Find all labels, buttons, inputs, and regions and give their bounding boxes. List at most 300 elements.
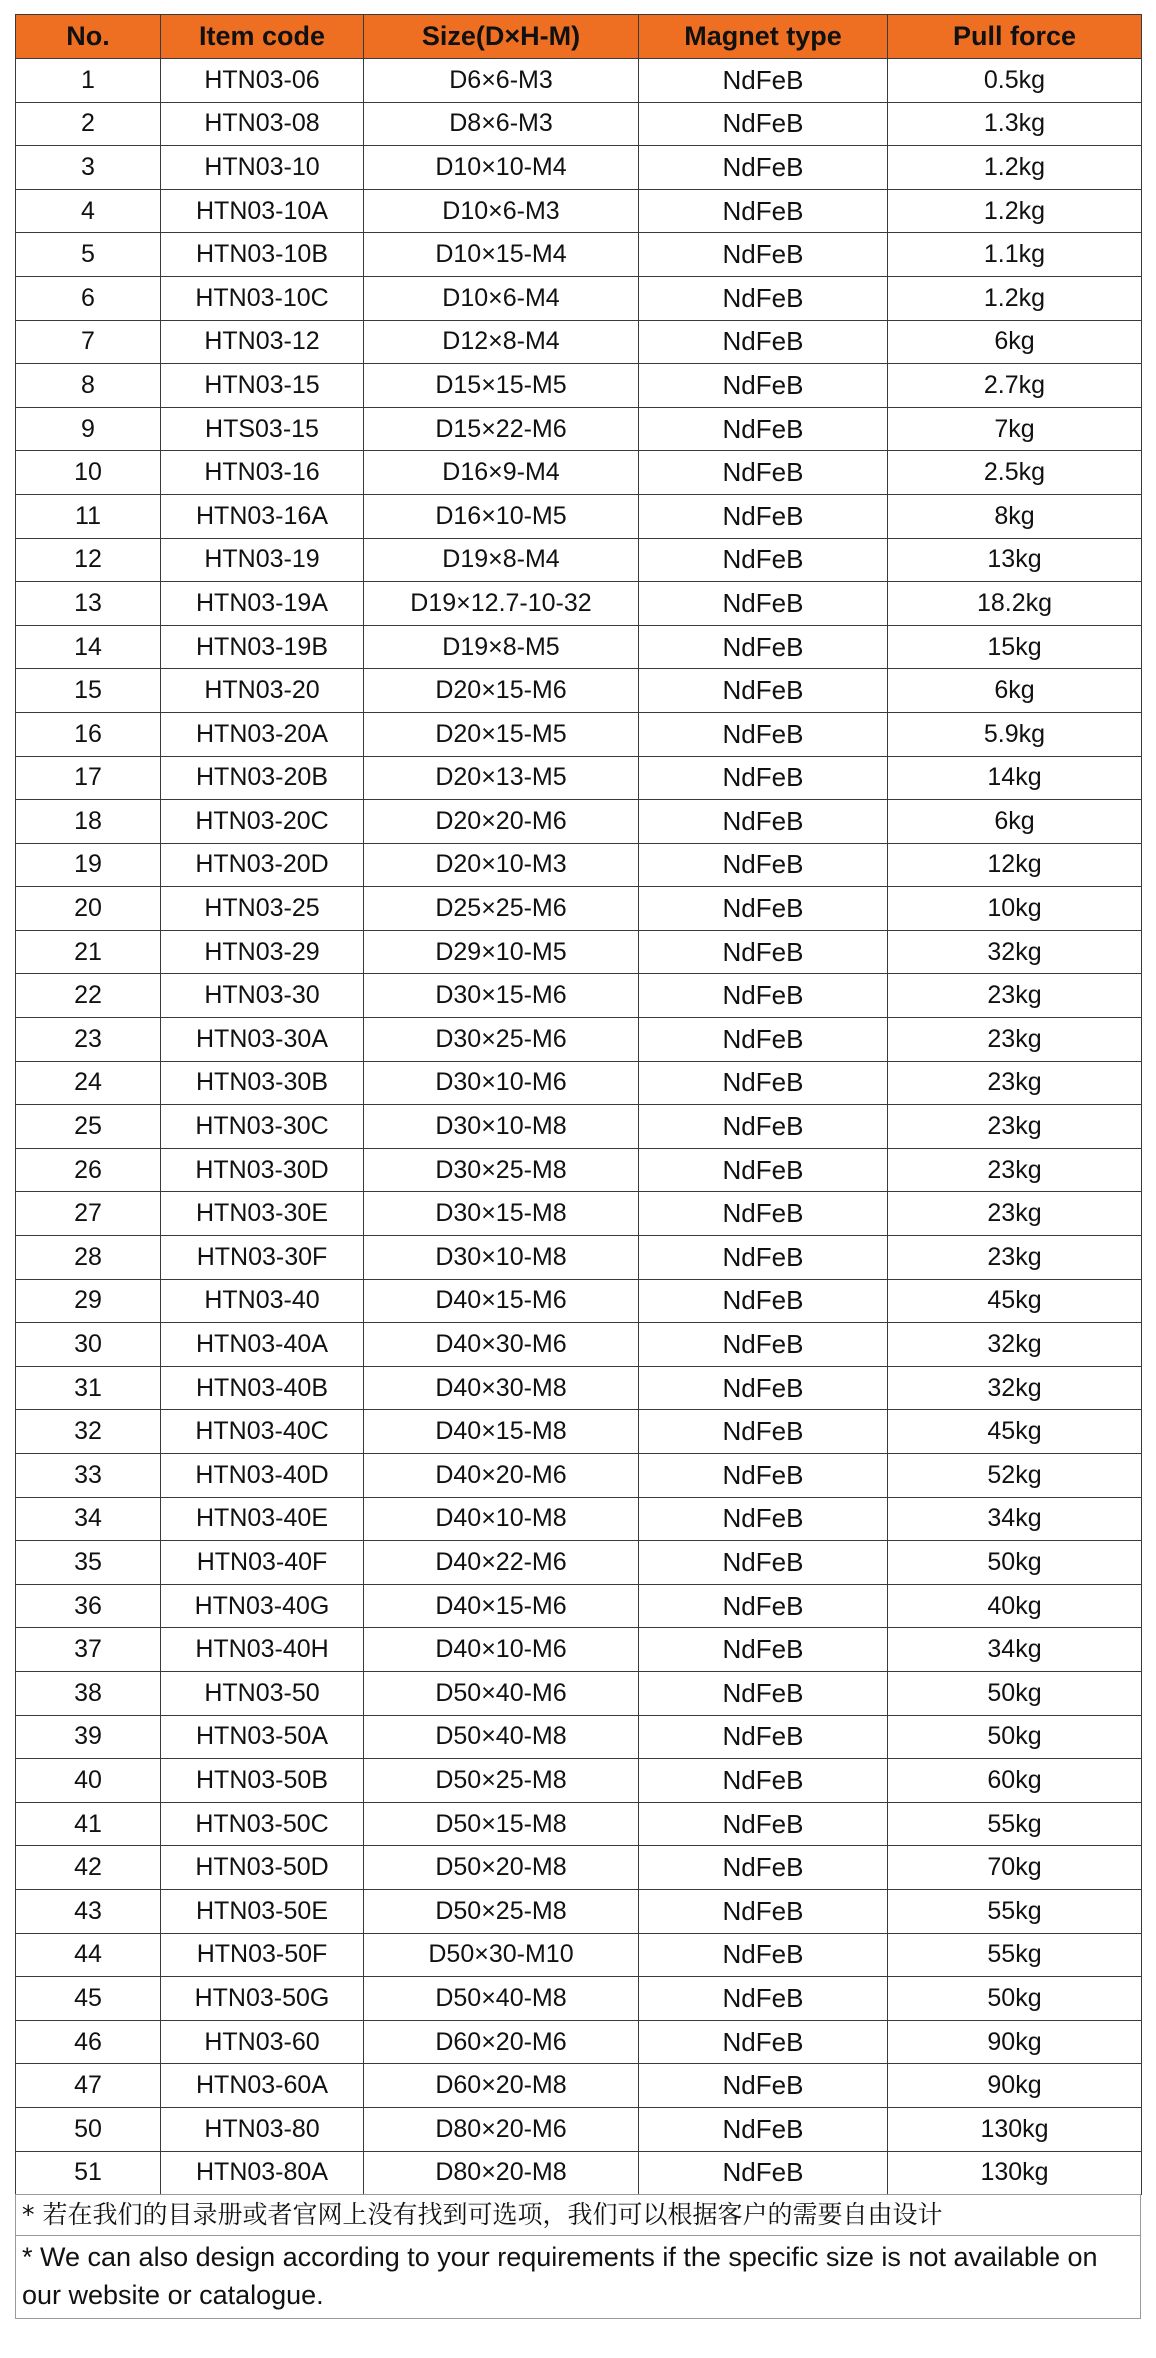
table-body — [16, 59, 1142, 2195]
cell-magnet-type: NdFeB — [639, 451, 888, 495]
cell-pull-force: 32kg — [888, 1366, 1142, 1410]
table-row — [16, 1148, 1142, 1192]
cell-magnet-type: NdFeB — [639, 1584, 888, 1628]
cell-size: D19×8-M5 — [364, 625, 639, 669]
cell-size: D50×15-M8 — [364, 1802, 639, 1846]
cell-no: 36 — [16, 1584, 161, 1628]
cell-size: D50×25-M8 — [364, 1889, 639, 1933]
cell-pull-force: 2.5kg — [888, 451, 1142, 495]
cell-item-code: HTN03-50C — [161, 1802, 364, 1846]
cell-size: D80×20-M6 — [364, 2107, 639, 2151]
cell-magnet-type: NdFeB — [639, 2151, 888, 2195]
cell-magnet-type: NdFeB — [639, 1323, 888, 1367]
cell-size: D25×25-M6 — [364, 887, 639, 931]
cell-no: 33 — [16, 1454, 161, 1498]
cell-item-code: HTN03-30A — [161, 1018, 364, 1062]
cell-size: D40×22-M6 — [364, 1541, 639, 1585]
table-row — [16, 494, 1142, 538]
table-row — [16, 146, 1142, 190]
cell-pull-force: 32kg — [888, 930, 1142, 974]
cell-item-code: HTN03-06 — [161, 59, 364, 103]
cell-pull-force: 52kg — [888, 1454, 1142, 1498]
cell-no: 45 — [16, 1977, 161, 2021]
cell-size: D40×10-M8 — [364, 1497, 639, 1541]
cell-size: D30×10-M6 — [364, 1061, 639, 1105]
cell-pull-force: 1.1kg — [888, 233, 1142, 277]
cell-magnet-type: NdFeB — [639, 2064, 888, 2108]
cell-magnet-type: NdFeB — [639, 712, 888, 756]
note-chinese: * 若在我们的目录册或者官网上没有找到可选项，我们可以根据客户的需要自由设计 — [16, 2195, 1141, 2236]
cell-magnet-type: NdFeB — [639, 1192, 888, 1236]
cell-size: D30×25-M8 — [364, 1148, 639, 1192]
header-no: No. — [16, 15, 161, 59]
table-row — [16, 1323, 1142, 1367]
cell-pull-force: 7kg — [888, 407, 1142, 451]
cell-size: D29×10-M5 — [364, 930, 639, 974]
cell-magnet-type: NdFeB — [639, 1933, 888, 1977]
cell-no: 4 — [16, 189, 161, 233]
table-row — [16, 887, 1142, 931]
cell-item-code: HTN03-20D — [161, 843, 364, 887]
cell-pull-force: 23kg — [888, 1192, 1142, 1236]
cell-pull-force: 5.9kg — [888, 712, 1142, 756]
cell-magnet-type: NdFeB — [639, 1671, 888, 1715]
cell-no: 22 — [16, 974, 161, 1018]
table-row — [16, 407, 1142, 451]
cell-item-code: HTN03-30B — [161, 1061, 364, 1105]
cell-pull-force: 50kg — [888, 1541, 1142, 1585]
cell-pull-force: 1.3kg — [888, 102, 1142, 146]
table-row — [16, 1454, 1142, 1498]
cell-magnet-type: NdFeB — [639, 1454, 888, 1498]
cell-item-code: HTN03-20 — [161, 669, 364, 713]
cell-size: D40×30-M8 — [364, 1366, 639, 1410]
cell-magnet-type: NdFeB — [639, 800, 888, 844]
cell-item-code: HTN03-40 — [161, 1279, 364, 1323]
cell-no: 27 — [16, 1192, 161, 1236]
table-row — [16, 712, 1142, 756]
cell-pull-force: 6kg — [888, 669, 1142, 713]
cell-size: D16×10-M5 — [364, 494, 639, 538]
cell-size: D10×6-M3 — [364, 189, 639, 233]
cell-item-code: HTN03-40B — [161, 1366, 364, 1410]
cell-magnet-type: NdFeB — [639, 1148, 888, 1192]
cell-magnet-type: NdFeB — [639, 843, 888, 887]
cell-size: D20×13-M5 — [364, 756, 639, 800]
cell-no: 8 — [16, 364, 161, 408]
cell-magnet-type: NdFeB — [639, 756, 888, 800]
table-row — [16, 451, 1142, 495]
table-row — [16, 1715, 1142, 1759]
cell-item-code: HTN03-40G — [161, 1584, 364, 1628]
cell-magnet-type: NdFeB — [639, 669, 888, 713]
cell-pull-force: 23kg — [888, 1061, 1142, 1105]
table-row — [16, 102, 1142, 146]
cell-no: 34 — [16, 1497, 161, 1541]
cell-no: 46 — [16, 2020, 161, 2064]
cell-item-code: HTN03-50G — [161, 1977, 364, 2021]
cell-size: D50×40-M6 — [364, 1671, 639, 1715]
cell-magnet-type: NdFeB — [639, 1889, 888, 1933]
cell-magnet-type: NdFeB — [639, 320, 888, 364]
cell-size: D50×20-M8 — [364, 1846, 639, 1890]
header-size: Size(D×H-M) — [364, 15, 639, 59]
cell-magnet-type: NdFeB — [639, 1061, 888, 1105]
cell-no: 37 — [16, 1628, 161, 1672]
cell-pull-force: 55kg — [888, 1933, 1142, 1977]
cell-item-code: HTN03-10B — [161, 233, 364, 277]
cell-no: 28 — [16, 1236, 161, 1280]
cell-item-code: HTN03-19B — [161, 625, 364, 669]
header-magnet-type: Magnet type — [639, 15, 888, 59]
cell-item-code: HTN03-20A — [161, 712, 364, 756]
cell-pull-force: 1.2kg — [888, 146, 1142, 190]
cell-no: 32 — [16, 1410, 161, 1454]
cell-no: 42 — [16, 1846, 161, 1890]
cell-size: D40×15-M6 — [364, 1584, 639, 1628]
cell-no: 17 — [16, 756, 161, 800]
cell-magnet-type: NdFeB — [639, 276, 888, 320]
cell-magnet-type: NdFeB — [639, 1715, 888, 1759]
table-row — [16, 930, 1142, 974]
cell-pull-force: 130kg — [888, 2107, 1142, 2151]
cell-item-code: HTN03-20B — [161, 756, 364, 800]
cell-item-code: HTN03-20C — [161, 800, 364, 844]
cell-size: D12×8-M4 — [364, 320, 639, 364]
cell-size: D30×10-M8 — [364, 1105, 639, 1149]
cell-magnet-type: NdFeB — [639, 1018, 888, 1062]
cell-no: 12 — [16, 538, 161, 582]
cell-size: D30×25-M6 — [364, 1018, 639, 1062]
cell-pull-force: 6kg — [888, 320, 1142, 364]
table-row — [16, 1541, 1142, 1585]
table-row — [16, 1018, 1142, 1062]
cell-magnet-type: NdFeB — [639, 538, 888, 582]
cell-item-code: HTN03-10C — [161, 276, 364, 320]
cell-item-code: HTN03-15 — [161, 364, 364, 408]
cell-no: 50 — [16, 2107, 161, 2151]
cell-size: D16×9-M4 — [364, 451, 639, 495]
cell-size: D40×10-M6 — [364, 1628, 639, 1672]
cell-magnet-type: NdFeB — [639, 1279, 888, 1323]
cell-no: 41 — [16, 1802, 161, 1846]
cell-pull-force: 34kg — [888, 1628, 1142, 1672]
cell-size: D30×10-M8 — [364, 1236, 639, 1280]
cell-pull-force: 50kg — [888, 1977, 1142, 2021]
cell-no: 20 — [16, 887, 161, 931]
cell-magnet-type: NdFeB — [639, 102, 888, 146]
cell-pull-force: 2.7kg — [888, 364, 1142, 408]
cell-size: D50×30-M10 — [364, 1933, 639, 1977]
cell-no: 31 — [16, 1366, 161, 1410]
table-row — [16, 1366, 1142, 1410]
cell-pull-force: 45kg — [888, 1279, 1142, 1323]
cell-no: 21 — [16, 930, 161, 974]
cell-item-code: HTN03-16A — [161, 494, 364, 538]
cell-item-code: HTN03-60 — [161, 2020, 364, 2064]
cell-item-code: HTN03-50A — [161, 1715, 364, 1759]
cell-pull-force: 13kg — [888, 538, 1142, 582]
cell-pull-force: 23kg — [888, 974, 1142, 1018]
cell-item-code: HTN03-12 — [161, 320, 364, 364]
cell-item-code: HTN03-40C — [161, 1410, 364, 1454]
cell-no: 23 — [16, 1018, 161, 1062]
table-row — [16, 1759, 1142, 1803]
cell-size: D10×10-M4 — [364, 146, 639, 190]
cell-item-code: HTN03-40E — [161, 1497, 364, 1541]
cell-pull-force: 0.5kg — [888, 59, 1142, 103]
cell-magnet-type: NdFeB — [639, 189, 888, 233]
cell-no: 47 — [16, 2064, 161, 2108]
cell-no: 14 — [16, 625, 161, 669]
cell-pull-force: 23kg — [888, 1018, 1142, 1062]
cell-size: D30×15-M6 — [364, 974, 639, 1018]
cell-item-code: HTN03-30F — [161, 1236, 364, 1280]
table-row — [16, 538, 1142, 582]
cell-no: 9 — [16, 407, 161, 451]
table-row — [16, 320, 1142, 364]
cell-magnet-type: NdFeB — [639, 974, 888, 1018]
cell-size: D50×25-M8 — [364, 1759, 639, 1803]
cell-size: D30×15-M8 — [364, 1192, 639, 1236]
cell-item-code: HTN03-30E — [161, 1192, 364, 1236]
cell-pull-force: 34kg — [888, 1497, 1142, 1541]
cell-no: 26 — [16, 1148, 161, 1192]
cell-pull-force: 14kg — [888, 756, 1142, 800]
cell-item-code: HTN03-08 — [161, 102, 364, 146]
cell-no: 44 — [16, 1933, 161, 1977]
cell-pull-force: 60kg — [888, 1759, 1142, 1803]
table-row — [16, 1497, 1142, 1541]
cell-size: D40×20-M6 — [364, 1454, 639, 1498]
cell-magnet-type: NdFeB — [639, 582, 888, 626]
cell-size: D20×10-M3 — [364, 843, 639, 887]
cell-size: D10×15-M4 — [364, 233, 639, 277]
cell-size: D60×20-M6 — [364, 2020, 639, 2064]
header-pull-force: Pull force — [888, 15, 1142, 59]
cell-no: 29 — [16, 1279, 161, 1323]
cell-no: 40 — [16, 1759, 161, 1803]
cell-item-code: HTN03-50 — [161, 1671, 364, 1715]
cell-magnet-type: NdFeB — [639, 1366, 888, 1410]
cell-pull-force: 1.2kg — [888, 189, 1142, 233]
cell-pull-force: 55kg — [888, 1802, 1142, 1846]
table-row — [16, 1061, 1142, 1105]
cell-item-code: HTN03-50E — [161, 1889, 364, 1933]
cell-pull-force: 1.2kg — [888, 276, 1142, 320]
cell-no: 38 — [16, 1671, 161, 1715]
cell-size: D20×15-M5 — [364, 712, 639, 756]
table-row — [16, 1584, 1142, 1628]
table-row — [16, 1671, 1142, 1715]
table-row — [16, 2151, 1142, 2195]
cell-no: 25 — [16, 1105, 161, 1149]
cell-no: 43 — [16, 1889, 161, 1933]
cell-pull-force: 90kg — [888, 2064, 1142, 2108]
cell-item-code: HTN03-40D — [161, 1454, 364, 1498]
cell-pull-force: 40kg — [888, 1584, 1142, 1628]
cell-pull-force: 45kg — [888, 1410, 1142, 1454]
table-row — [16, 1192, 1142, 1236]
table-row — [16, 2020, 1142, 2064]
table-row — [16, 1410, 1142, 1454]
cell-size: D40×15-M6 — [364, 1279, 639, 1323]
cell-pull-force: 18.2kg — [888, 582, 1142, 626]
table-row — [16, 1889, 1142, 1933]
table-row — [16, 59, 1142, 103]
table-row — [16, 1105, 1142, 1149]
table-row — [16, 974, 1142, 1018]
cell-magnet-type: NdFeB — [639, 1628, 888, 1672]
cell-no: 6 — [16, 276, 161, 320]
table-row — [16, 2064, 1142, 2108]
cell-item-code: HTN03-16 — [161, 451, 364, 495]
cell-item-code: HTN03-29 — [161, 930, 364, 974]
cell-no: 16 — [16, 712, 161, 756]
cell-pull-force: 23kg — [888, 1148, 1142, 1192]
cell-item-code: HTS03-15 — [161, 407, 364, 451]
table-row — [16, 1933, 1142, 1977]
cell-pull-force: 6kg — [888, 800, 1142, 844]
cell-no: 7 — [16, 320, 161, 364]
cell-pull-force: 50kg — [888, 1715, 1142, 1759]
cell-no: 35 — [16, 1541, 161, 1585]
cell-item-code: HTN03-10A — [161, 189, 364, 233]
cell-item-code: HTN03-30C — [161, 1105, 364, 1149]
cell-item-code: HTN03-60A — [161, 2064, 364, 2108]
cell-size: D80×20-M8 — [364, 2151, 639, 2195]
cell-magnet-type: NdFeB — [639, 1846, 888, 1890]
cell-pull-force: 70kg — [888, 1846, 1142, 1890]
table-row — [16, 276, 1142, 320]
cell-magnet-type: NdFeB — [639, 233, 888, 277]
table-row — [16, 800, 1142, 844]
table-row — [16, 625, 1142, 669]
cell-magnet-type: NdFeB — [639, 1977, 888, 2021]
table-row — [16, 189, 1142, 233]
table-row — [16, 1802, 1142, 1846]
cell-size: D40×15-M8 — [364, 1410, 639, 1454]
cell-item-code: HTN03-50B — [161, 1759, 364, 1803]
table-row — [16, 1236, 1142, 1280]
cell-no: 13 — [16, 582, 161, 626]
cell-magnet-type: NdFeB — [639, 1802, 888, 1846]
cell-pull-force: 15kg — [888, 625, 1142, 669]
cell-no: 1 — [16, 59, 161, 103]
cell-no: 19 — [16, 843, 161, 887]
cell-pull-force: 12kg — [888, 843, 1142, 887]
table-row — [16, 1628, 1142, 1672]
cell-no: 5 — [16, 233, 161, 277]
notes-table — [15, 2194, 1141, 2319]
cell-magnet-type: NdFeB — [639, 59, 888, 103]
cell-size: D8×6-M3 — [364, 102, 639, 146]
cell-magnet-type: NdFeB — [639, 407, 888, 451]
cell-magnet-type: NdFeB — [639, 625, 888, 669]
table-row — [16, 582, 1142, 626]
cell-pull-force: 50kg — [888, 1671, 1142, 1715]
cell-item-code: HTN03-40A — [161, 1323, 364, 1367]
magnet-spec-table — [15, 14, 1142, 2195]
cell-no: 39 — [16, 1715, 161, 1759]
cell-size: D50×40-M8 — [364, 1977, 639, 2021]
cell-no: 2 — [16, 102, 161, 146]
cell-size: D10×6-M4 — [364, 276, 639, 320]
cell-item-code: HTN03-19 — [161, 538, 364, 582]
cell-magnet-type: NdFeB — [639, 887, 888, 931]
cell-pull-force: 10kg — [888, 887, 1142, 931]
header-item-code: Item code — [161, 15, 364, 59]
cell-magnet-type: NdFeB — [639, 1759, 888, 1803]
cell-magnet-type: NdFeB — [639, 1541, 888, 1585]
cell-pull-force: 23kg — [888, 1105, 1142, 1149]
cell-no: 24 — [16, 1061, 161, 1105]
cell-pull-force: 32kg — [888, 1323, 1142, 1367]
cell-size: D20×20-M6 — [364, 800, 639, 844]
cell-no: 18 — [16, 800, 161, 844]
cell-magnet-type: NdFeB — [639, 1236, 888, 1280]
cell-item-code: HTN03-50D — [161, 1846, 364, 1890]
cell-item-code: HTN03-10 — [161, 146, 364, 190]
cell-magnet-type: NdFeB — [639, 930, 888, 974]
cell-size: D60×20-M8 — [364, 2064, 639, 2108]
cell-magnet-type: NdFeB — [639, 146, 888, 190]
table-row — [16, 669, 1142, 713]
cell-magnet-type: NdFeB — [639, 494, 888, 538]
cell-magnet-type: NdFeB — [639, 1105, 888, 1149]
cell-magnet-type: NdFeB — [639, 1497, 888, 1541]
cell-no: 3 — [16, 146, 161, 190]
cell-no: 11 — [16, 494, 161, 538]
cell-size: D6×6-M3 — [364, 59, 639, 103]
cell-no: 30 — [16, 1323, 161, 1367]
cell-size: D50×40-M8 — [364, 1715, 639, 1759]
spec-sheet — [15, 14, 1141, 2319]
cell-pull-force: 8kg — [888, 494, 1142, 538]
cell-magnet-type: NdFeB — [639, 1410, 888, 1454]
cell-item-code: HTN03-50F — [161, 1933, 364, 1977]
cell-size: D19×8-M4 — [364, 538, 639, 582]
cell-size: D15×22-M6 — [364, 407, 639, 451]
cell-no: 51 — [16, 2151, 161, 2195]
cell-size: D19×12.7-10-32 — [364, 582, 639, 626]
cell-pull-force: 23kg — [888, 1236, 1142, 1280]
note-english: * We can also design according to your requirements if the specific size is not available on our website or catalogue. — [16, 2236, 1141, 2319]
table-row — [16, 364, 1142, 408]
cell-pull-force: 90kg — [888, 2020, 1142, 2064]
table-row — [16, 233, 1142, 277]
cell-size: D15×15-M5 — [364, 364, 639, 408]
cell-no: 10 — [16, 451, 161, 495]
cell-magnet-type: NdFeB — [639, 364, 888, 408]
cell-item-code: HTN03-80A — [161, 2151, 364, 2195]
table-row — [16, 2107, 1142, 2151]
cell-item-code: HTN03-19A — [161, 582, 364, 626]
cell-pull-force: 130kg — [888, 2151, 1142, 2195]
table-header-row — [16, 15, 1142, 59]
table-row — [16, 1279, 1142, 1323]
table-row — [16, 1846, 1142, 1890]
cell-size: D40×30-M6 — [364, 1323, 639, 1367]
cell-item-code: HTN03-40H — [161, 1628, 364, 1672]
cell-item-code: HTN03-25 — [161, 887, 364, 931]
cell-magnet-type: NdFeB — [639, 2107, 888, 2151]
cell-no: 15 — [16, 669, 161, 713]
cell-item-code: HTN03-80 — [161, 2107, 364, 2151]
cell-size: D20×15-M6 — [364, 669, 639, 713]
cell-item-code: HTN03-40F — [161, 1541, 364, 1585]
table-row — [16, 1977, 1142, 2021]
